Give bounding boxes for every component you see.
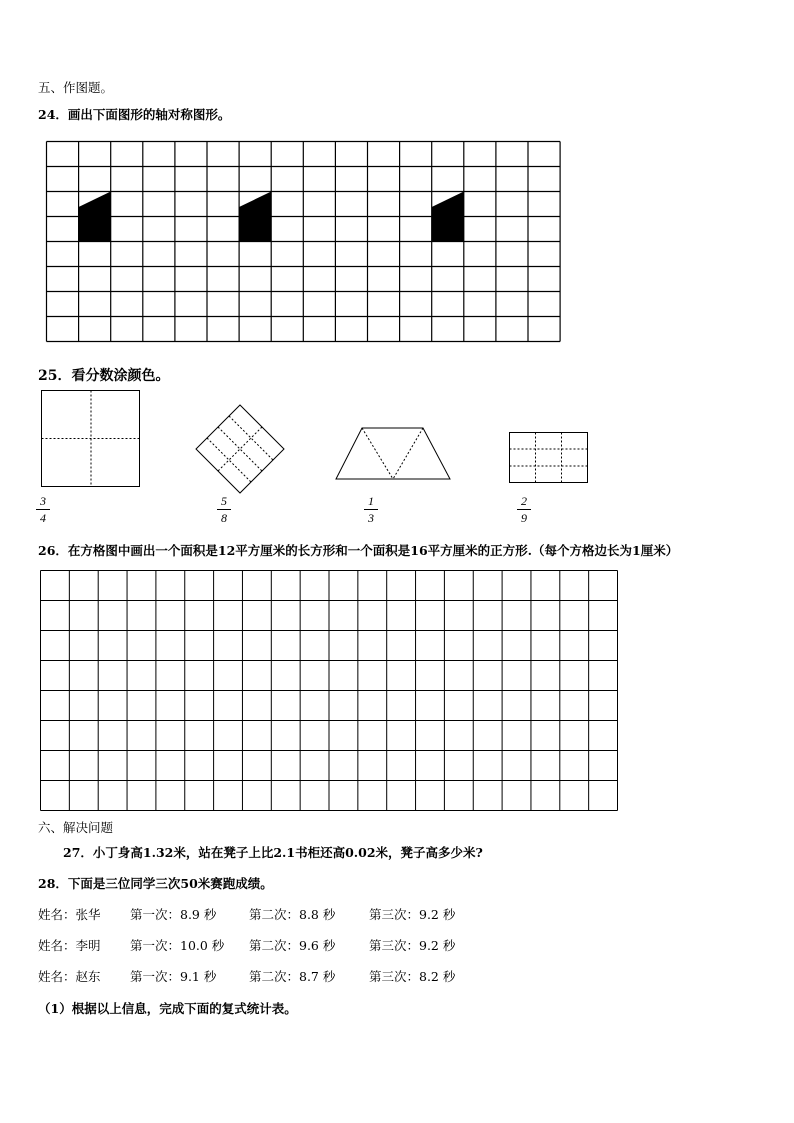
fraction-2-9: 2 9 [517, 494, 531, 525]
student-name: 姓名：李明 [38, 938, 101, 953]
third-time: 第三次：9.2 秒 [369, 907, 456, 922]
second-time: 第二次：9.6 秒 [249, 938, 336, 953]
fraction-1-3: 1 3 [364, 494, 378, 525]
question-27-text: 27．小丁身高1.32米，站在凳子上比2.1书柜还高0.02米，凳子高多少米? [63, 845, 483, 860]
third-time: 第三次：9.2 秒 [369, 938, 456, 953]
fraction-5-8: 5 8 [217, 494, 231, 525]
trapezoid-figure [335, 427, 452, 481]
question-28-sub-1: （1）根据以上信息，完成下面的复式统计表。 [38, 1001, 297, 1016]
first-time: 第一次：10.0 秒 [130, 938, 225, 953]
area-grid [40, 570, 618, 811]
rectangle-figure [509, 432, 589, 484]
student-name: 姓名：赵东 [38, 969, 101, 984]
student-name: 姓名：张华 [38, 907, 101, 922]
question-25-text: 25．看分数涂颜色。 [38, 368, 170, 384]
section-6-title: 六、解决问题 [38, 820, 114, 835]
filled-shape [239, 192, 271, 242]
question-24-text: 24．画出下面图形的轴对称图形。 [38, 107, 231, 122]
filled-shape [79, 192, 111, 242]
section-5-title: 五、作图题。 [38, 80, 114, 95]
filled-shape [432, 192, 464, 242]
second-time: 第二次：8.8 秒 [249, 907, 336, 922]
question-26-text: 26．在方格图中画出一个面积是12平方厘米的长方形和一个面积是16平方厘米的正方形.（每个方格边长为1厘米） [38, 543, 679, 558]
first-time: 第一次：8.9 秒 [130, 907, 217, 922]
third-time: 第三次：8.2 秒 [369, 969, 456, 984]
symmetry-grid [46, 141, 564, 344]
diamond-figure [194, 404, 286, 496]
first-time: 第一次：9.1 秒 [130, 969, 217, 984]
question-28-text: 28．下面是三位同学三次50米赛跑成绩。 [38, 876, 273, 891]
second-time: 第二次：8.7 秒 [249, 969, 336, 984]
fraction-3-4: 3 4 [36, 494, 50, 525]
square-figure [41, 390, 141, 488]
